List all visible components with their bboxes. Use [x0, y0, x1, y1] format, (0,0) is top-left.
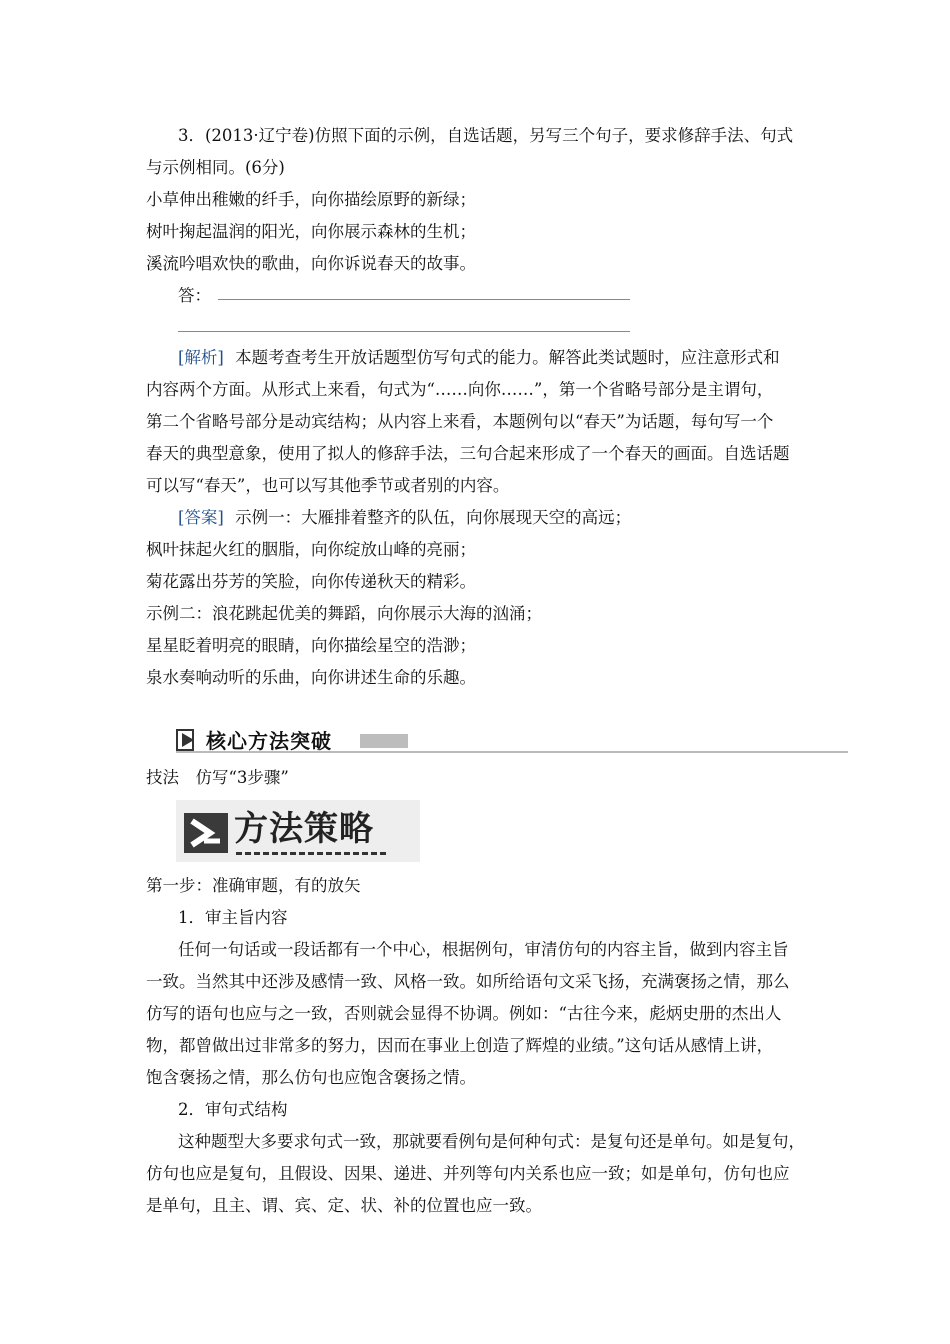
chevron-right-icon — [184, 813, 228, 853]
answer-line-6: 泉水奏响动听的乐曲，向你讲述生命的乐趣。 — [146, 668, 476, 687]
technique-heading: 技法 仿写“3步骤” — [146, 768, 289, 787]
section-banner — [176, 727, 848, 755]
answer-label: 答： — [178, 286, 211, 305]
answer-blank-line-1[interactable] — [218, 299, 630, 300]
example-line-2: 树叶掬起温润的阳光，向你展示森林的生机； — [146, 222, 476, 241]
example-line-3: 溪流吟唱欢快的歌曲，向你诉说春天的故事。 — [146, 254, 476, 273]
analysis-line-2: 内容两个方面。从形式上来看，句式为“……向你……”，第一个省略号部分是主谓句， — [146, 380, 774, 399]
answer-text-1: 示例一：大雁排着整齐的队伍，向你展现天空的高远； — [235, 508, 632, 527]
question-line-2: 与示例相同。(6分) — [146, 158, 285, 177]
step-1-heading: 第一步：准确审题，有的放矢 — [146, 876, 361, 895]
para1-line-2: 一致。当然其中还涉及感情一致、风格一致。如所给语句文采飞扬，充满褒扬之情，那么 — [146, 972, 790, 991]
strategy-title: 方法策略 — [234, 809, 374, 849]
para2-line-3: 是单句，且主、谓、宾、定、状、补的位置也应一致。 — [146, 1196, 542, 1215]
strategy-header — [176, 800, 420, 862]
answer-line-1 — [178, 508, 631, 528]
analysis-line-5: 可以写“春天”，也可以写其他季节或者别的内容。 — [146, 476, 510, 495]
answer-blank-line-2[interactable] — [178, 331, 630, 332]
sub-heading-2: 2．审句式结构 — [178, 1100, 288, 1119]
para2-line-1: 这种题型大多要求句式一致，那就要看例句是何种句式：是复句还是单句。如是复句， — [178, 1132, 805, 1151]
analysis-line-1 — [178, 348, 780, 368]
sub-heading-1: 1．审主旨内容 — [178, 908, 288, 927]
answer-tag: [答案] — [178, 508, 224, 527]
para1-line-4: 物，都曾做出过非常多的努力，因而在事业上创造了辉煌的业绩。”这句话从感情上讲， — [146, 1036, 774, 1055]
question-line-1: 3．(2013·辽宁卷)仿照下面的示例，自选话题，另写三个句子，要求修辞手法、句式 — [178, 126, 794, 145]
analysis-line-3: 第二个省略号部分是动宾结构；从内容上来看，本题例句以“春天”为话题，每句写一个 — [146, 412, 774, 431]
example-line-1: 小草伸出稚嫩的纤手，向你描绘原野的新绿； — [146, 190, 476, 209]
para1-line-5: 饱含褒扬之情，那么仿句也应饱含褒扬之情。 — [146, 1068, 476, 1087]
analysis-line-4: 春天的典型意象，使用了拟人的修辞手法，三句合起来形成了一个春天的画面。自选话题 — [146, 444, 790, 463]
para1-line-3: 仿写的语句也应与之一致，否则就会显得不协调。例如：“古往今来，彪炳史册的杰出人 — [146, 1004, 782, 1023]
answer-line-3: 菊花露出芬芳的笑脸，向你传递秋天的精彩。 — [146, 572, 476, 591]
arrow-box-icon — [176, 729, 200, 751]
analysis-tag: [解析] — [178, 348, 224, 367]
banner-decoration — [360, 734, 562, 748]
para1-line-1: 任何一句话或一段话都有一个中心，根据例句，审清仿句的内容主旨，做到内容主旨 — [178, 940, 789, 959]
para2-line-2: 仿句也应是复句，且假设、因果、递进、并列等句内关系也应一致；如是单句，仿句也应 — [146, 1164, 790, 1183]
section-title: 核心方法突破 — [206, 729, 332, 753]
answer-line-2: 枫叶抹起火红的胭脂，向你绽放山峰的亮丽； — [146, 540, 476, 559]
answer-line-4: 示例二：浪花跳起优美的舞蹈，向你展示大海的汹涌； — [146, 604, 542, 623]
answer-line-5: 星星眨着明亮的眼睛，向你描绘星空的浩渺； — [146, 636, 476, 655]
analysis-text-1: 本题考查考生开放话题型仿写句式的能力。解答此类试题时，应注意形式和 — [235, 348, 780, 367]
